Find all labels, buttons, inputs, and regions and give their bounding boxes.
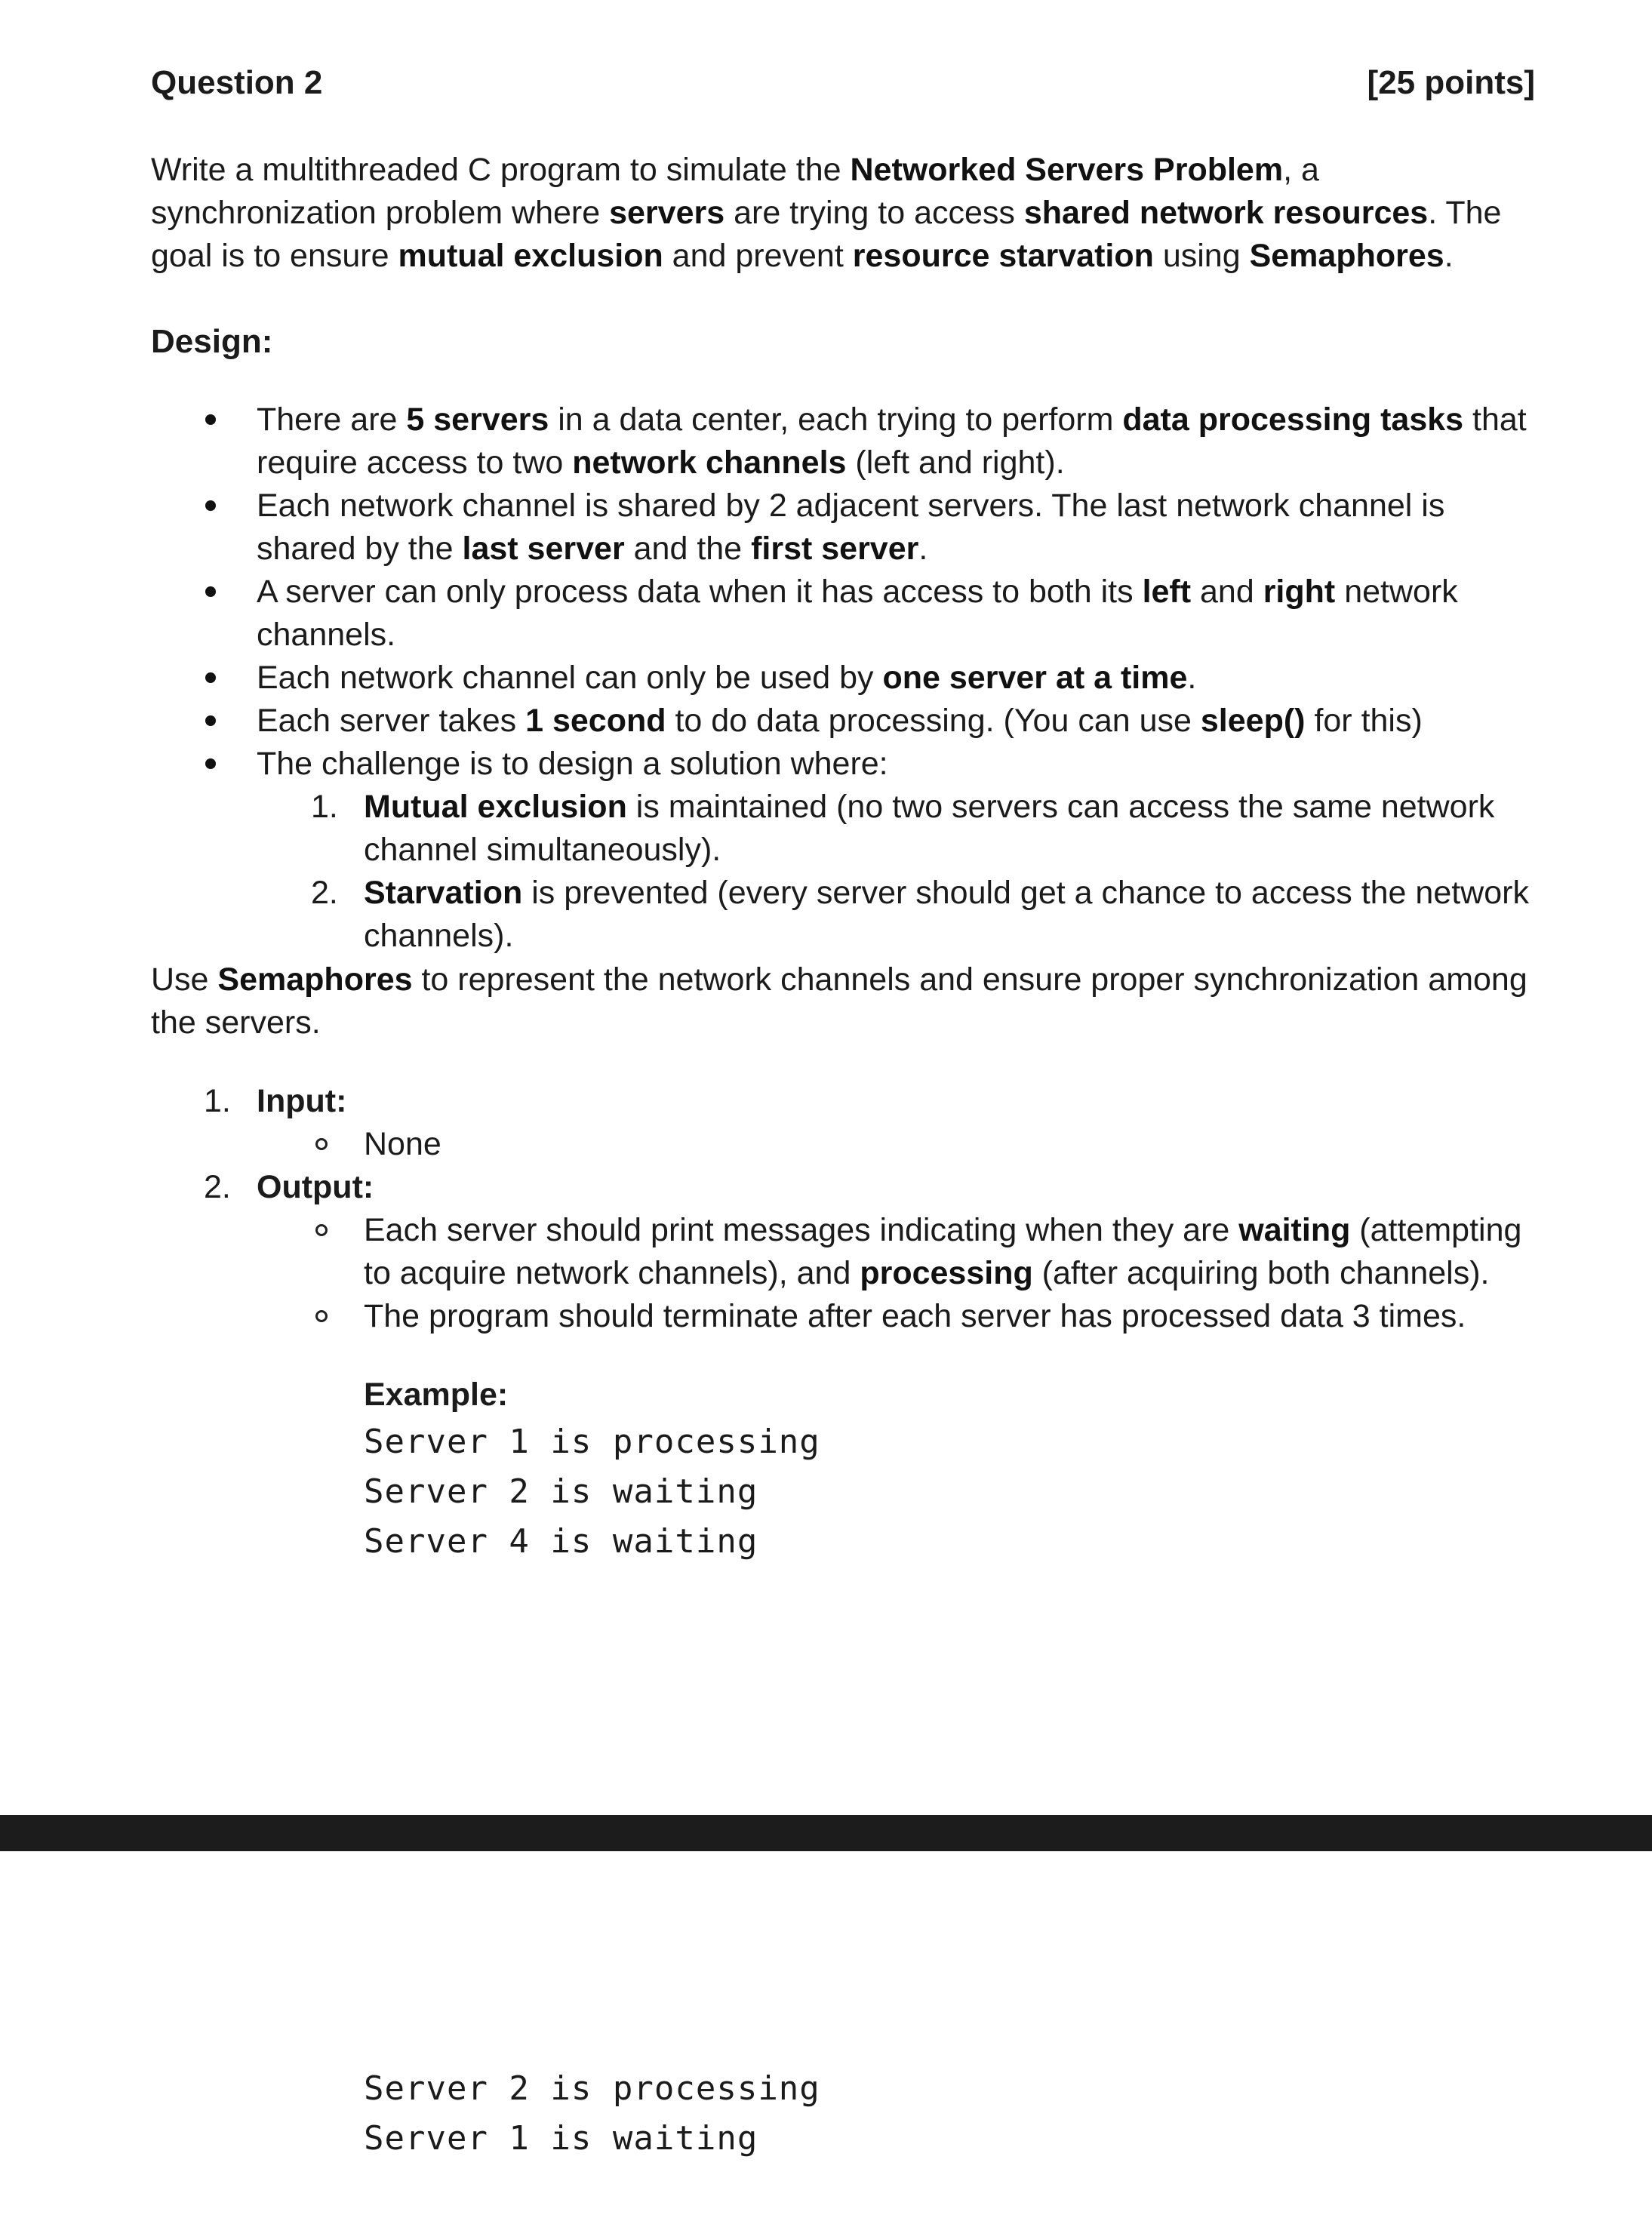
bullet-dot-icon [205,586,216,597]
design-bullet-1: There are 5 servers in a data center, each trying to perform data processing tasks that require access to two network channels (left and right). [257,401,1527,481]
challenge-item-1: Mutual exclusion is maintained (no two servers can access the same network channel simultaneously). [364,789,1495,868]
output-heading: Output: [257,1169,374,1205]
bullet-dot-icon [205,500,216,511]
design-bullet-6: The challenge is to design a solution where: [257,746,888,782]
intro-paragraph [151,149,1501,278]
output-item-2: The program should terminate after each server has processed data 3 times. [364,1298,1466,1334]
input-value: None [364,1126,441,1162]
bullet-dot-icon [205,672,216,683]
design-bullet-4: Each network channel can only be used by one server at a time. [257,660,1197,696]
example-line: Server 4 is waiting [364,1522,758,1561]
example-heading: Example: [364,1377,509,1413]
semaphores-paragraph: Use Semaphores to represent the network channels and ensure proper synchronization among the servers. [151,961,1527,1041]
hollow-bullet-icon [315,1138,328,1150]
hollow-bullet-icon [315,1310,328,1322]
design-heading: Design: [151,323,273,360]
output-number: 2. [204,1169,231,1205]
hollow-bullet-icon [315,1224,328,1236]
example-output-block [364,1417,820,1567]
numbered-item-number: 2. [311,875,338,911]
question-title: Question 2 [151,64,323,101]
intro-line-1: Write a multithreaded C program to simulate the Networked Servers Problem, a [151,152,1319,188]
bullet-dot-icon [205,715,216,726]
intro-line-3: goal is to ensure mutual exclusion and prevent resource starvation using Semaphores. [151,238,1454,274]
bullet-dot-icon [205,758,216,769]
input-number: 1. [204,1083,231,1119]
design-bullet-5: Each server takes 1 second to do data processing. (You can use sleep() for this) [257,703,1423,739]
page-break-bar [0,1815,1652,1851]
example-line: Server 2 is processing [364,2069,820,2108]
example-line: Server 1 is waiting [364,2119,758,2158]
design-bullet-2: Each network channel is shared by 2 adjacent servers. The last network channel is shared by the last server and the first server. [257,488,1445,567]
numbered-item-number: 1. [311,789,338,825]
output-item-1: Each server should print messages indicating when they are waiting (attempting to acquire network channels), and processing (after acquiring both channels). [364,1212,1522,1291]
example-line: Server 2 is waiting [364,1472,758,1511]
example-line: Server 1 is processing [364,1423,820,1461]
challenge-item-2: Starvation is prevented (every server should get a chance to access the network channels). [364,875,1529,954]
bullet-dot-icon [205,414,216,425]
intro-line-2: synchronization problem where servers are trying to access shared network resources. The [151,195,1502,231]
continued-output-block [364,2064,820,2164]
design-bullet-3: A server can only process data when it has access to both its left and right network channels. [257,574,1458,653]
points-label: [25 points] [1367,64,1535,101]
input-heading: Input: [257,1083,347,1119]
